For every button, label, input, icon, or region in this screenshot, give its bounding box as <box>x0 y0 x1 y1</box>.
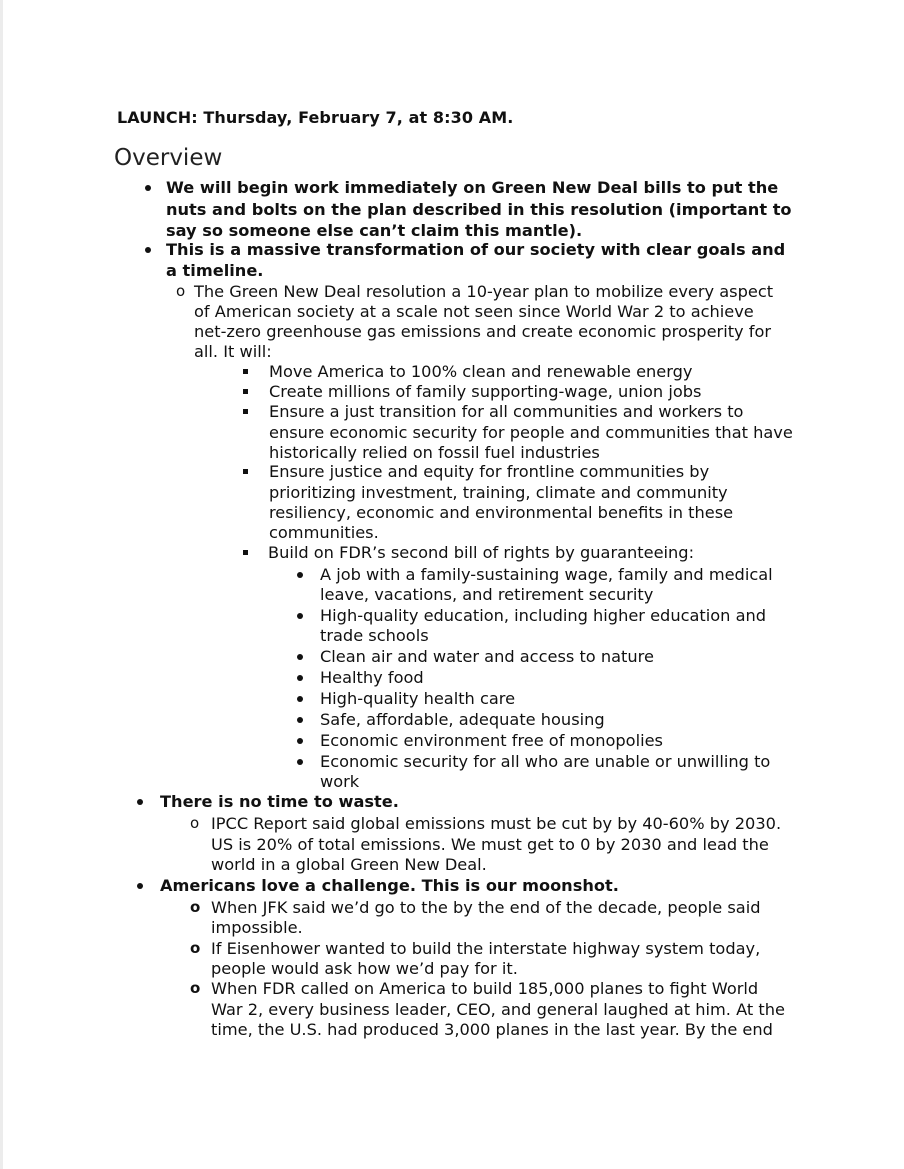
right-1-line-2: leave, vacations, and retirement security <box>320 585 654 604</box>
eisenhower-line-1: If Eisenhower wanted to build the interstate highway system today, <box>211 939 761 958</box>
bullet-icon <box>137 883 143 889</box>
square-bullet-icon <box>243 409 248 414</box>
goal-4-line-1: Ensure justice and equity for frontline communities by <box>269 462 710 481</box>
section-2-line-1: This is a massive transformation of our society with clear goals and <box>166 240 786 259</box>
right-8-line-2: work <box>320 772 360 791</box>
fdr-line-1: When FDR called on America to build 185,000 planes to fight World <box>211 979 759 998</box>
fdr-line-2: War 2, every business leader, CEO, and general laughed at him. At the <box>211 1000 785 1019</box>
section-1-line-3: say so someone else can’t claim this mantle). <box>166 221 583 240</box>
goal-1: Move America to 100% clean and renewable energy <box>269 362 693 381</box>
square-bullet-icon <box>243 469 248 474</box>
bullet-icon <box>297 613 303 619</box>
square-bullet-icon <box>243 369 248 374</box>
right-2-line-2: trade schools <box>320 626 429 645</box>
fdr-line-3: time, the U.S. had produced 3,000 planes in the last year. By the end <box>211 1020 773 1039</box>
circle-bullet-icon: o <box>190 898 201 916</box>
goal-3-line-3: historically relied on fossil fuel industries <box>269 443 600 462</box>
right-6: Safe, affordable, adequate housing <box>320 710 605 729</box>
circle-bullet-icon: o <box>190 939 201 957</box>
eisenhower-line-2: people would ask how we’d pay for it. <box>211 959 518 978</box>
circle-bullet-icon: o <box>190 814 200 832</box>
square-bullet-icon <box>243 550 248 555</box>
ipcc-line-3: world in a global Green New Deal. <box>211 855 487 874</box>
circle-bullet-icon: o <box>176 282 186 300</box>
section-4-heading: Americans love a challenge. This is our moonshot. <box>160 876 619 895</box>
section-1-line-2: nuts and bolts on the plan described in this resolution (important to <box>166 200 792 219</box>
ipcc-line-1: IPCC Report said global emissions must be cut by by 40-60% by 2030. <box>211 814 782 833</box>
right-5: High-quality health care <box>320 689 516 708</box>
goal-3-line-1: Ensure a just transition for all communities and workers to <box>269 402 744 421</box>
section-3-heading: There is no time to waste. <box>160 792 399 811</box>
goal-5: Build on FDR’s second bill of rights by guaranteeing: <box>268 543 695 562</box>
bullet-icon <box>297 759 303 765</box>
goal-4-line-4: communities. <box>269 523 379 542</box>
goal-4-line-3: resiliency, economic and environmental benefits in these <box>269 503 734 522</box>
right-3: Clean air and water and access to nature <box>320 647 654 666</box>
ipcc-line-2: US is 20% of total emissions. We must get to 0 by 2030 and lead the <box>211 835 769 854</box>
right-7: Economic environment free of monopolies <box>320 731 663 750</box>
right-1-line-1: A job with a family-sustaining wage, family and medical <box>320 565 773 584</box>
scan-edge <box>0 0 3 1169</box>
resolution-line-1: The Green New Deal resolution a 10-year plan to mobilize every aspect <box>194 282 774 301</box>
goal-4-line-2: prioritizing investment, training, climate and community <box>269 483 728 502</box>
jfk-line-1: When JFK said we’d go to the by the end of the decade, people said <box>211 898 761 917</box>
goal-3-line-2: ensure economic security for people and communities that have <box>269 423 793 442</box>
bullet-icon <box>297 675 303 681</box>
bullet-icon <box>297 696 303 702</box>
section-1-line-1: We will begin work immediately on Green New Deal bills to put the <box>166 178 779 197</box>
circle-bullet-icon: o <box>190 979 201 997</box>
overview-heading: Overview <box>114 145 223 171</box>
resolution-line-2: of American society at a scale not seen since World War 2 to achieve <box>194 302 754 321</box>
bullet-icon <box>145 247 151 253</box>
right-4: Healthy food <box>320 668 424 687</box>
resolution-line-4: all. It will: <box>194 342 272 361</box>
bullet-icon <box>297 738 303 744</box>
square-bullet-icon <box>243 389 248 394</box>
jfk-line-2: impossible. <box>211 918 303 937</box>
section-2-line-2: a timeline. <box>166 261 264 280</box>
bullet-icon <box>137 799 143 805</box>
goal-2: Create millions of family supporting-wage, union jobs <box>269 382 702 401</box>
bullet-icon <box>145 185 151 191</box>
bullet-icon <box>297 717 303 723</box>
right-8-line-1: Economic security for all who are unable or unwilling to <box>320 752 771 771</box>
resolution-line-3: net-zero greenhouse gas emissions and create economic prosperity for <box>194 322 772 341</box>
bullet-icon <box>297 572 303 578</box>
bullet-icon <box>297 654 303 660</box>
right-2-line-1: High-quality education, including higher education and <box>320 606 767 625</box>
launch-line: LAUNCH: Thursday, February 7, at 8:30 AM. <box>117 108 514 127</box>
